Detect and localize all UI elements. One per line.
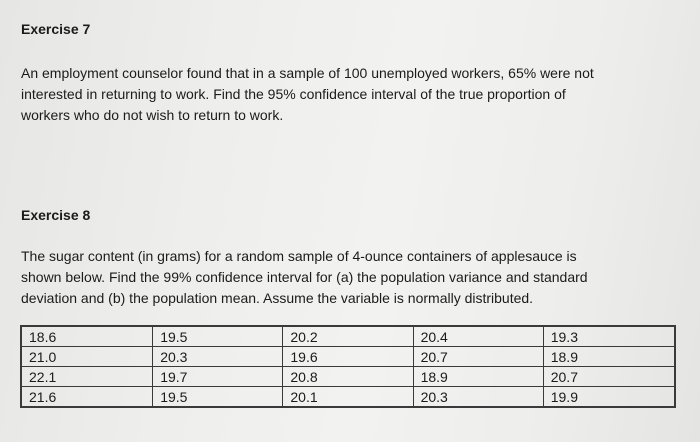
- table-cell: 19.9: [543, 387, 675, 408]
- table-row: [21, 326, 675, 347]
- exercise-8-heading: Exercise 8: [21, 207, 91, 223]
- exercise-7-text: [21, 63, 594, 126]
- exercise-7-line-2: interested in returning to work. Find the 95% confidence interval of the true proportion of: [21, 86, 566, 102]
- table-cell: 20.4: [413, 326, 543, 347]
- table-cell: 19.3: [543, 326, 675, 347]
- table-row: [21, 387, 675, 408]
- table-cell: 21.0: [21, 347, 153, 367]
- table-cell: 21.6: [21, 387, 153, 408]
- table-cell: 22.1: [21, 367, 153, 387]
- table-cell: 18.9: [543, 347, 675, 367]
- table-cell: 20.7: [543, 367, 675, 387]
- table-cell: 18.6: [21, 326, 153, 347]
- exercise-8-text: [21, 246, 588, 309]
- table-cell: 18.9: [413, 367, 543, 387]
- exercise-8-line-1: The sugar content (in grams) for a random sample of 4-ounce containers of applesauce is: [21, 248, 577, 264]
- table-cell: 20.3: [413, 387, 543, 408]
- sugar-content-table: [20, 325, 676, 408]
- exercise-7-line-3: workers who do not wish to return to work.: [21, 107, 284, 123]
- table-row: [21, 347, 675, 367]
- exercise-8-line-2: shown below. Find the 99% confidence interval for (a) the population variance and standard: [21, 269, 588, 285]
- table-cell: 19.5: [153, 326, 283, 347]
- table-row: [21, 367, 675, 387]
- table-cell: 20.3: [153, 347, 283, 367]
- exercise-7-heading: Exercise 7: [21, 21, 91, 37]
- exercise-7-line-1: An employment counselor found that in a sample of 100 unemployed workers, 65% were not: [21, 65, 594, 81]
- table-cell: 20.7: [413, 347, 543, 367]
- table-cell: 19.5: [153, 387, 283, 408]
- exercise-8-line-3: deviation and (b) the population mean. Assume the variable is normally distributed.: [21, 290, 534, 306]
- table-cell: 20.2: [283, 326, 413, 347]
- table-cell: 20.1: [283, 387, 413, 408]
- table-cell: 20.8: [283, 367, 413, 387]
- table-cell: 19.7: [153, 367, 283, 387]
- table-cell: 19.6: [283, 347, 413, 367]
